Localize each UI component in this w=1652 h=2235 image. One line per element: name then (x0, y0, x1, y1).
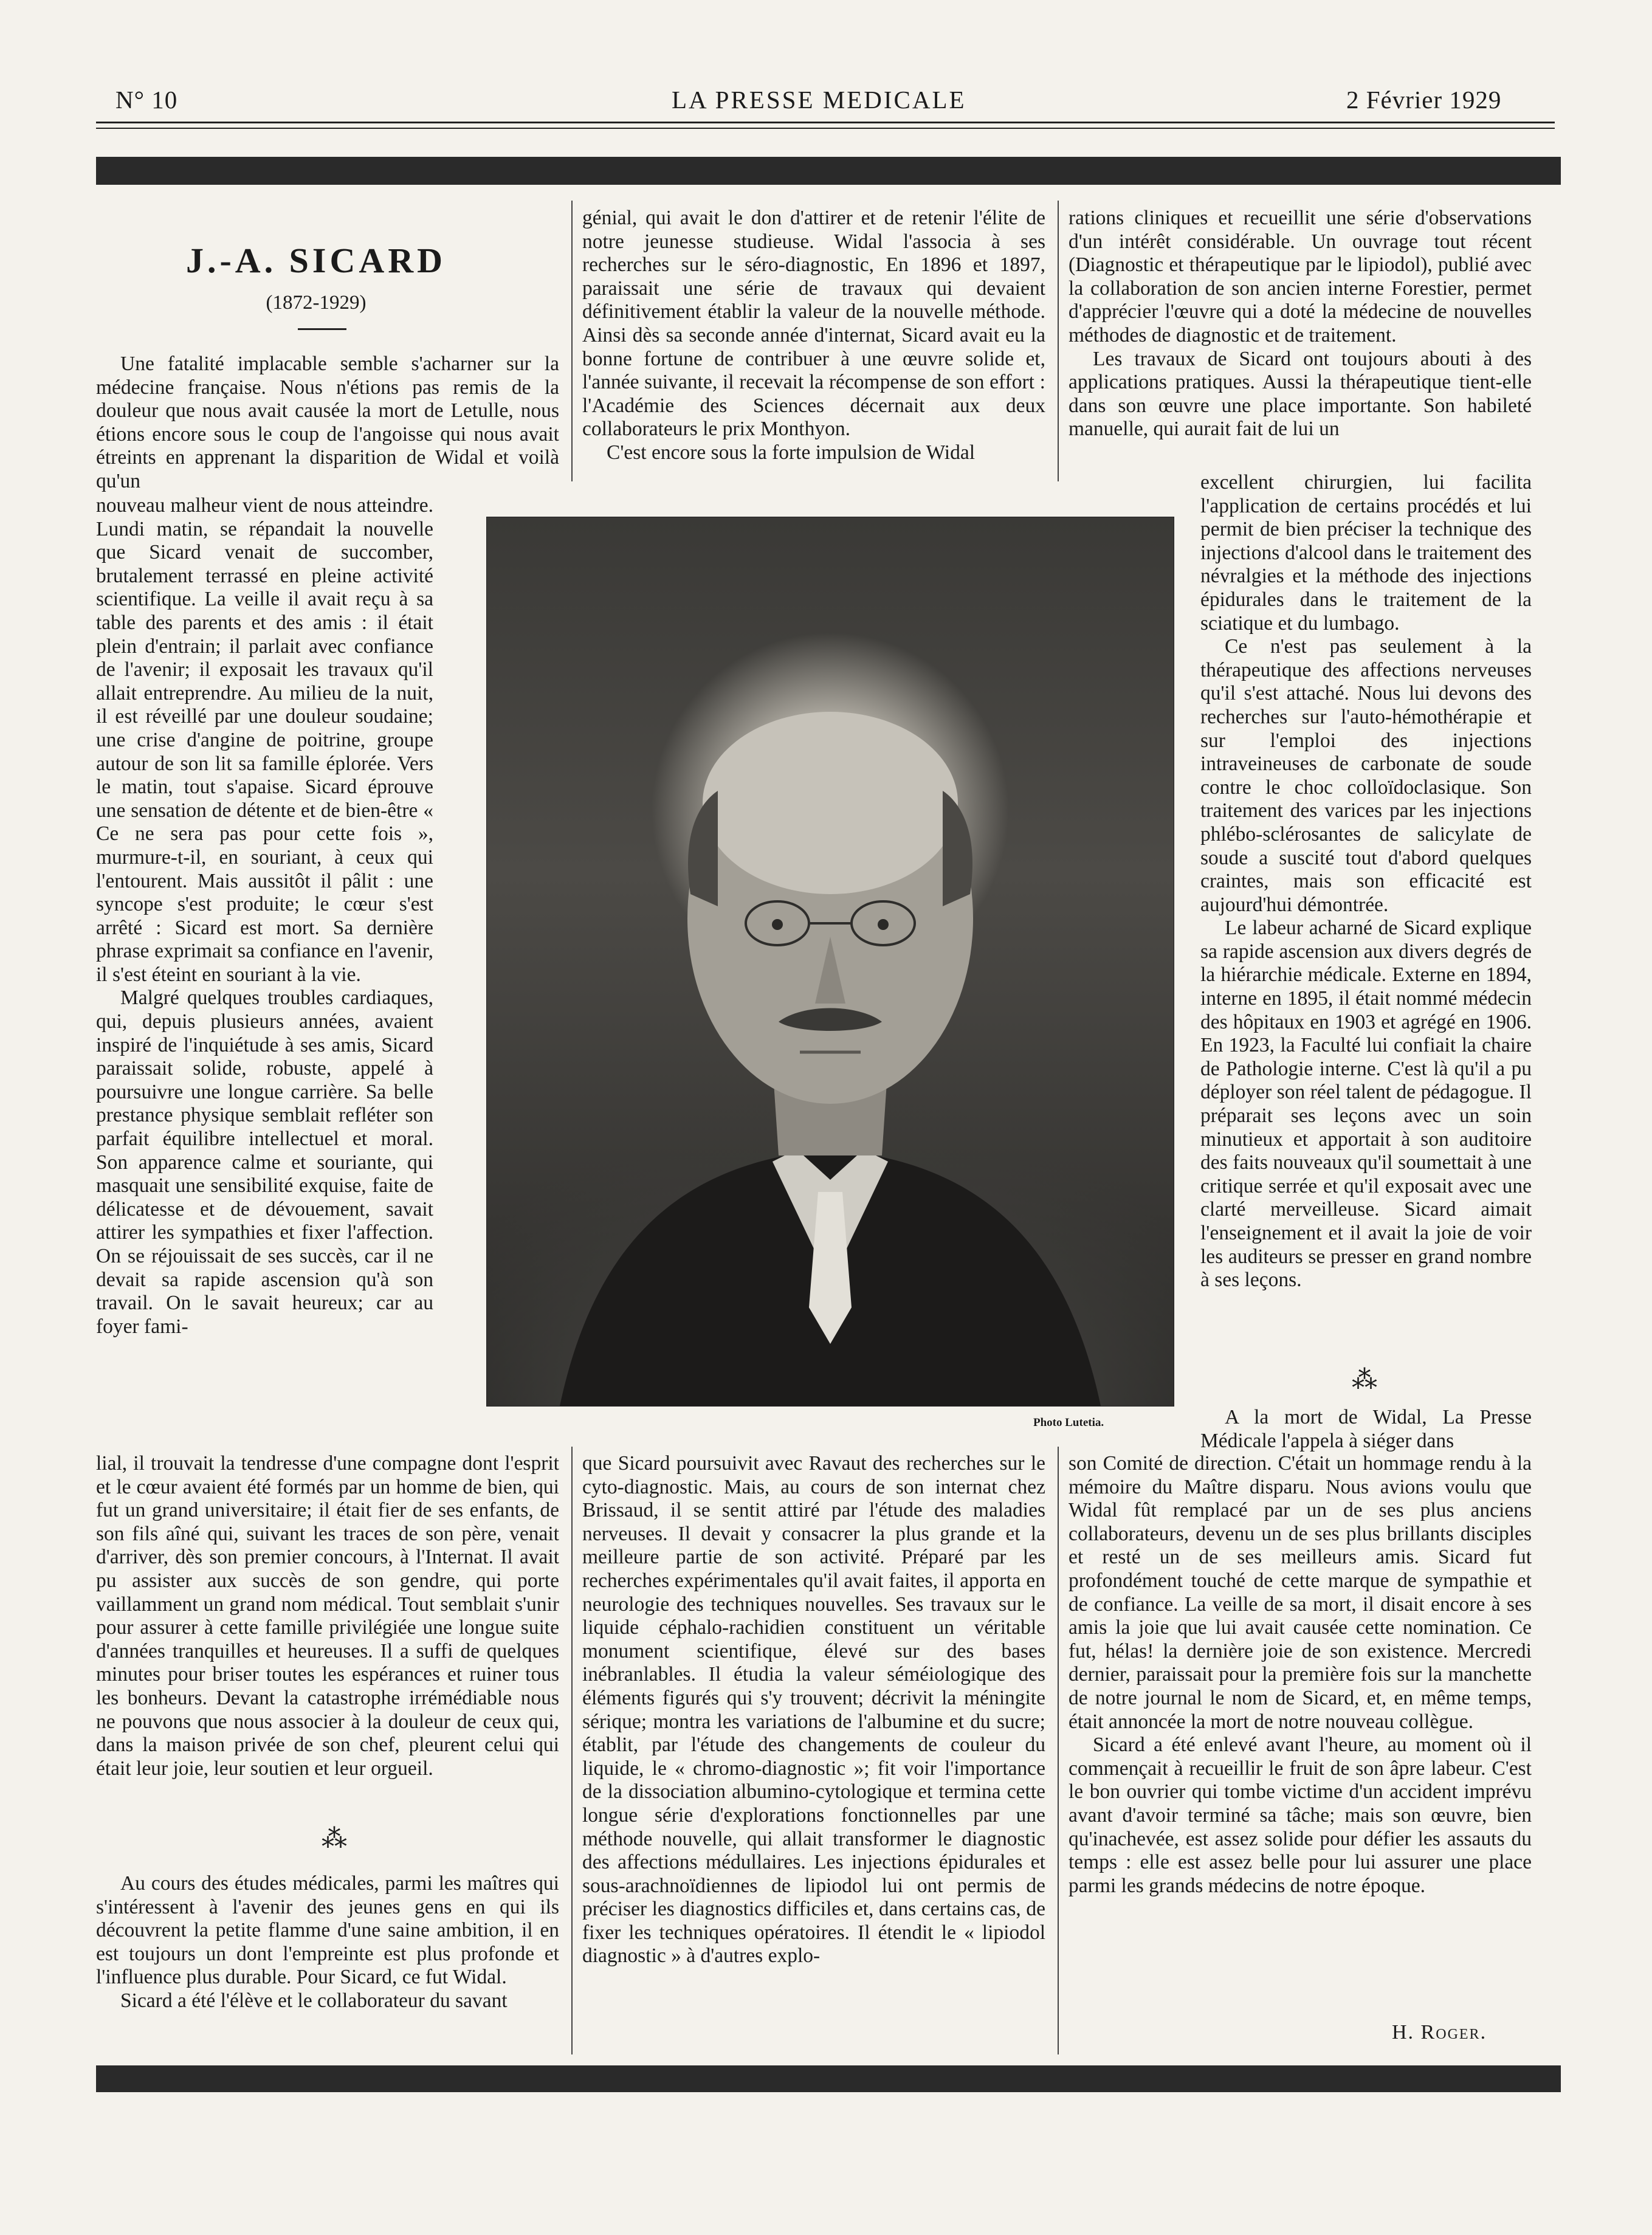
col1-narrow (96, 494, 433, 1338)
paragraph: nouveau malheur vient de nous atteindre. Lundi matin, se répandait la nouvelle que Sicard venait de succomber, brutalement terrassé en pleine activité scientifique. La veille il avait reçu à sa table des parents et des amis : il était plein d'entrain; il parlait avec confiance de l'avenir; il exposait les travaux qu'il allait entreprendre. Au milieu de la nuit, il est réveillé par une douleur soudaine; une crise d'angine de poitrine, groupe autour de son lit sa famille éplorée. Vers le matin, tout s'apaise. Sicard éprouve une sensation de détente et de bien-être « Ce ne sera pas pour cette fois », murmure-t-il, en souriant, à ceux qui l'entourent. Mais aussitôt il pâlit : une syncope s'est produite; le cœur s'est arrêté : Sicard est mort. Sa dernière phrase exprimait sa confiance en l'avenir, il s'est éteint en souriant à la vie. (96, 494, 433, 986)
paragraph: Ce n'est pas seulement à la thérapeutique des affections nerveuses qu'il s'est attaché. Nous lui devons des recherches sur l'auto-hémothérapie et sur l'emploi des injections intraveineuses de carbonate de soude contre le choc colloïdoclasique. Son traitement des varices par les injections phlébo-sclérosantes de salicylate de soude a suscité tout d'abord quelques craintes, mais son efficacité est aujourd'hui démontrée. (1200, 635, 1532, 916)
column-rule-1b (571, 1447, 573, 2054)
journal-title: LA PRESSE MEDICALE (672, 86, 966, 114)
column-rule-2 (1058, 201, 1059, 481)
column-rule-1 (571, 201, 573, 481)
paragraph: Les travaux de Sicard ont toujours abouti à des applications pratiques. Aussi la thérapeutique tient-elle dans son œuvre une place importante. Son habileté manuelle, qui aurait fait de lui un (1069, 347, 1532, 441)
portrait-photo (486, 517, 1174, 1407)
col1-after-stars (96, 1872, 559, 2013)
paragraph: rations cliniques et recueillit une série d'observations d'un intérêt considérable. Un ouvrage tout récent (Diagnostic et thérapeutique par le lipiodol), publié avec la collaboration de son ancien interne Forestier, permet d'apprécier l'œuvre qui a doté la médecine de nouvelles méthodes de diagnostic et de traitement. (1069, 207, 1532, 346)
paragraph: son Comité de direction. C'était un hommage rendu à la mémoire du Maître disparu. Nous avions voulu que Widal fût remplacé par un de ses plus anciens collaborateurs, devenu un de ses plus brillants disciples et resté un de ses meilleurs amis. Sicard fut profondément touché de cette marque de sympathie et de confiance. La veille de sa mort, il disait encore à ses amis la joie que lui avait causée cette nomination. Ce fut, hélas! la dernière joie de son existence. Mercredi dernier, paraissait pour la première fois sur la manchette de notre journal le nom de Sicard, et, en même temps, était annoncée la mort de notre nouveau collègue. (1069, 1452, 1532, 1733)
portrait-figure (487, 517, 1174, 1406)
issue-number: N° 10 (115, 86, 178, 114)
paragraph: Sicard a été l'élève et le collaborateur du savant (120, 1989, 508, 2012)
column-rule-2b (1058, 1447, 1059, 2054)
paragraph: Au cours des études médicales, parmi les maîtres qui s'intéressent à l'avenir des jeunes gens en qui ils découvrent la petite flamme d'une saine ambition, il en est toujours un dont l'empreinte est plus profonde et l'influence plus durable. Pour Sicard, ce fut Widal. (96, 1872, 559, 1989)
col3-narrow (1200, 471, 1532, 1292)
paragraph: Le labeur acharné de Sicard explique sa rapide ascension aux divers degrés de la hiérarchie médicale. Externe en 1894, interne en 1895, il était nommé médecin des hôpitaux en 1903 et agrégé en 1906. En 1923, la Faculté lui confiait la chaire de Pathologie interne. C'est là qu'il a pu déployer son réel talent de pédagogue. Il préparait ses leçons avec un soin minutieux et apportait à son auditoire des faits nouveaux qu'il soumettait à une critique serrée et qu'il exposait avec une clarté merveilleuse. Sicard aimait l'enseignement et il avait la joie de voir les auditeurs se presser en grand nombre à ses leçons. (1200, 917, 1532, 1292)
top-band (96, 157, 1561, 185)
col2-bottom (582, 1452, 1045, 1968)
paragraph: excellent chirurgien, lui facilita l'application de certains procédés et lui permit de bien préciser la technique des injections d'alcool dans le traitement des névralgies et la méthode des injections épidurales dans le traitement de la sciatique et du lumbago. (1200, 471, 1532, 635)
paragraph: que Sicard poursuivit avec Ravaut des recherches sur le cyto-diagnostic. Mais, au cours de son internat chez Brissaud, il se sentit attiré par l'étude des maladies nerveuses. Il devait y consacrer la plus grande et la meilleure partie de son activité. Préparé par les recherches expérimentales qu'il avait faites, il apporta en neurologie des techniques nouvelles. Ses travaux sur le liquide céphalo-rachidien constituent un véritable monument scientifique, élevé sur des bases inébranlables. Il étudia la valeur séméiologique des éléments figurés qui s'y trouvent; décrivit la méningite sérique; montra les variations de l'albumine et du sucre; établit, par l'étude des changements de couleur du liquide, le « chromo-diagnostic »; fit voir l'importance de la dissociation albumino-cytologique et termina cette longue série d'explorations fonctionnelles par une méthode nouvelle, qui allait transformer le diagnostic des affections médullaires. Les injections épidurales et sous-arachnoïdiennes de lipiodol lui ont permis de préciser les diagnostics difficiles et, dans certains cas, de fixer les techniques opératoires. Il étendit le « lipiodol diagnostic » à d'autres explo- (582, 1452, 1045, 1968)
paragraph: A la mort de Widal, La Presse Médicale l'appela à siéger dans (1200, 1406, 1532, 1452)
section-stars-2: ⁂ (1352, 1366, 1377, 1394)
col1-top (96, 353, 559, 494)
header-rule-bottom (96, 128, 1555, 129)
article-title: J.-A. SICARD (185, 241, 447, 280)
paragraph: génial, qui avait le don d'attirer et de retenir l'élite de notre jeunesse studieuse. Widal l'associa à ses recherches sur le séro-diagnostic, En 1896 et 1897, paraissait une série de travaux qui devaient définitivement établir la valeur de la nouvelle méthode. Ainsi dès sa seconde année d'internat, Sicard avait eu la bonne fortune de contribuer à une œuvre solide et, l'année suivante, il recevait la récompense de son effort : l'Académie des Sciences décernait aux deux collaborateurs le prix Monthyon. (582, 207, 1045, 441)
col3-top (1069, 207, 1532, 441)
section-stars: ⁂ (322, 1825, 347, 1853)
col3-narrow-2 (1200, 1406, 1532, 1453)
bottom-band (96, 2065, 1561, 2092)
issue-date: 2 Février 1929 (1346, 86, 1502, 114)
article-dates: (1872-1929) (266, 292, 367, 314)
col3-bottom (1069, 1452, 1532, 1898)
paragraph: Sicard a été enlevé avant l'heure, au moment où il commençait à recueillir le fruit de son âpre labeur. C'est le bon ouvrier qui tombe victime d'un accident imprévu avant d'avoir terminé sa tâche; mais son œuvre, bien qu'inachevée, est assez solide pour défier les assauts du temps : elle est assez belle pour lui assurer une place parmi les grands médecins de notre époque. (1069, 1734, 1532, 1897)
author-signature: H. Roger. (1392, 2021, 1487, 2044)
title-divider (298, 328, 346, 330)
paragraph: Malgré quelques troubles cardiaques, qui, depuis plusieurs années, avaient inspiré de l'inquiétude à ses amis, Sicard paraissait solide, robuste, appelé à poursuivre une longue carrière. Sa belle prestance physique semblait refléter son parfait équilibre intellectuel et moral. Son apparence calme et souriante, qui masquait une sensibilité exquise, faite de délicatesse et de dévouement, savait attirer les sympathies et fixer l'affection. On se réjouissait de ses succès, car il ne devait sa rapide ascension qu'à son travail. On le savait heureux; car au foyer fami- (96, 987, 433, 1338)
photo-credit: Photo Lutetia. (1033, 1416, 1104, 1429)
paragraph: Une fatalité implacable semble s'acharner sur la médecine française. Nous n'étions pas remis de la douleur que nous avait causée la mort de Letulle, nous étions encore sous le coup de l'angoisse qui nous avait étreints en apprenant la disparition de Widal et voilà qu'un (96, 353, 559, 492)
header-rule-top (96, 122, 1555, 123)
paragraph: C'est encore sous la forte impulsion de Widal (607, 441, 976, 464)
col2-top (582, 207, 1045, 465)
col1-bottom (96, 1452, 559, 1780)
paragraph: lial, il trouvait la tendresse d'une compagne dont l'esprit et le cœur avaient été formés par un homme de bien, qui fut un grand universitaire; il était fier de ses enfants, de son fils aîné qui, suivant les traces de son père, venait d'arriver, dès son premier concours, à l'Internat. Il avait pu assister aux succès de son gendre, qui porte vaillamment un grand nom médical. Tout semblait s'unir pour assurer à cette famille privilégiée une longue suite d'années tranquilles et heureuses. Il a suffi de quelques minutes pour briser toutes les espérances et ruiner tous les bonheurs. Devant la catastrophe irrémédiable nous ne pouvons que nous associer à la douleur de ceux qui, dans la maison privée de son chef, pleurent celui qui était leur joie, leur soutien et leur orgueil. (96, 1452, 559, 1780)
